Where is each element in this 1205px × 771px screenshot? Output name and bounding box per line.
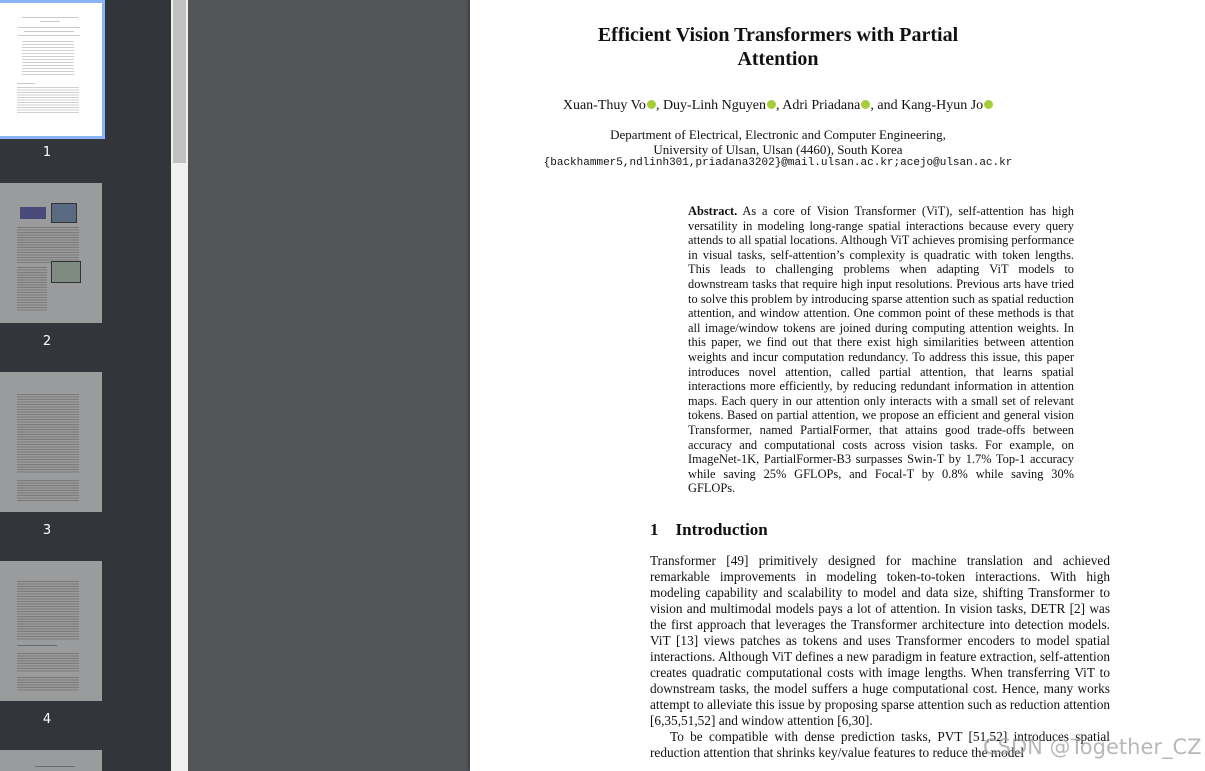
document-viewer [188,0,1205,771]
thumbnail-image[interactable] [0,561,102,701]
author-name: Duy-Linh Nguyen [662,98,766,113]
thumbnail-image[interactable] [0,183,102,323]
abstract-label: Abstract. [688,204,738,218]
introduction-body [650,553,1110,761]
page-number-label: 3 [42,523,52,538]
thumbnail-sidebar [0,0,171,771]
sidebar-scrollbar-thumb[interactable] [173,0,186,163]
paragraph: Transformer [49] primitively designed for machine translation and achieved remarkable improvements in modeling token-to-token interactions. With high modeling capability and scalability to model and data size, shifting Transformer to vision and multimodal models pays a lot of attention. In vision tasks, DETR [2] was the first approach that leverages the Transformer architecture into detection models. ViT [13] views patches as tokens and uses Transformer encoders to model spatial interactions. Although ViT defines a new paradigm in feature extraction, self-attention creates quadratic computational costs with image lengths. When transferring ViT to downstream tasks, the model suffers a huge computational cost. Hence, many works attempt to alleviate this issue by proposing sparse attention such as reduction attention [6,35,51,52] and window attention [6,30]. [650,553,1110,728]
author-name: Adri Priadana [782,98,861,113]
author-name: Kang-Hyun Jo [901,98,984,113]
paper-title-line2: Attention [737,48,819,70]
page-number-label: 2 [42,334,52,349]
orcid-icon[interactable] [984,100,993,109]
watermark: CSDN @Together_CZ [983,735,1202,759]
section-number: 1 [650,520,659,539]
thumbnail-image[interactable] [0,0,105,139]
affiliation-line1: Department of Electrical, Electronic and Computer Engineering, [610,127,946,142]
pdf-page-1 [470,0,1205,771]
thumbnail-image[interactable] [0,372,102,512]
section-heading [650,520,768,540]
author-list: Xuan-Thuy Vo , Duy-Linh Nguyen , Adri Priadana , and Kang-Hyun Jo [368,98,1188,114]
author-name: Xuan-Thuy Vo [562,98,646,113]
paragraph: To be compatible with dense prediction tasks, PVT [51,52] introduces spatial reduction attention that shrinks key/value features to reduce the model [650,729,1110,760]
sidebar-scrollbar[interactable] [171,0,188,771]
abstract [688,204,1074,496]
thumbnail-image[interactable] [0,750,102,771]
author-emails: {backhammer5,ndlinh301,priadana3202}@mail.ulsan.ac.kr;acejo@ulsan.ac.kr [543,157,1013,169]
abstract-text: As a core of Vision Transformer (ViT), self-attention has high versatility in modeling long-range spatial interactions because every query attends to all spatial locations. Although ViT achieves promising performance in visual tasks, self-attention’s complexity is quadratic with token lengths. This leads to challenging problems when adapting ViT models to downstream tasks that require high input resolutions. Previous arts have tried to solve this problem by introducing sparse attention such as spatial reduction attention, and window attention. One common point of these methods is that all image/window tokens are joined during computing attention weights. In this paper, we find out that there exist high similarities between attention weights and incur computation redundancy. To address this issue, this paper introduces novel attention, called partial attention, that learns spatial interactions more efficiently, by reducing redundant information in attention maps. Each query in our attention only interacts with a small set of relevant tokens. Based on partial attention, we propose an efficient and general vision Transformer, named PartialFormer, that attains good trade-offs between accuracy and computational costs across vision tasks. For example, on ImageNet-1K, PartialFormer-B3 surpasses Swin-T by 1.7% Top-1 accuracy while saving 25% GFLOPs, and Focal-T by 0.8% while saving 30% GFLOPs. [688,204,1074,496]
paper-title-line1: Efficient Vision Transformers with Partial [597,24,959,46]
orcid-icon[interactable] [647,100,656,109]
page-number-label: 4 [42,712,52,727]
page-number-label: 1 [42,145,52,160]
section-title: Introduction [675,520,768,539]
orcid-icon[interactable] [767,100,776,109]
affiliation-line2: University of Ulsan, Ulsan (4460), South Korea [653,142,903,157]
